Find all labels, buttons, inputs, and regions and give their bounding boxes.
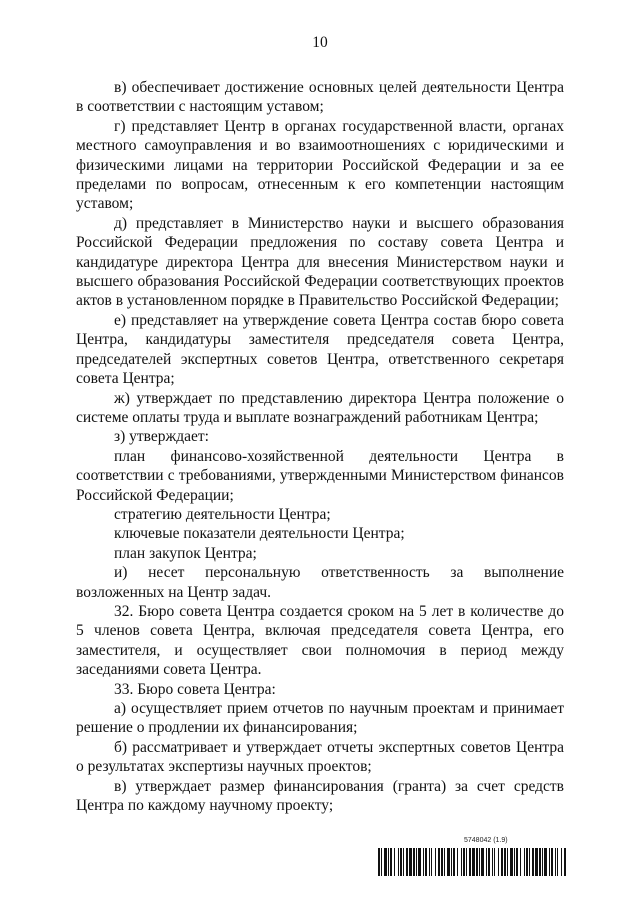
paragraph-item-b-expert-reports: б) рассматривает и утверждает отчеты экспертных советов Центра о результатах экспертизы научных проектов;	[76, 738, 564, 776]
paragraph-item-zh-payment-system: ж) утверждает по представлению директора Центра положение о системе оплаты труда и выплате вознаграждений работникам Центра;	[76, 389, 564, 426]
paragraph-item-v-goals: в) обеспечивает достижение основных целей деятельности Центра в соответствии с настоящим уставом;	[76, 79, 564, 116]
document-code: 5748042 (1.9)	[464, 837, 508, 844]
paragraph-item-i-responsibility: и) несет персональную ответственность за выполнение возложенных на Центр задач.	[76, 564, 564, 601]
paragraph-strategy: стратегию деятельности Центра;	[114, 505, 331, 523]
paragraph-section-32: 32. Бюро совета Центра создается сроком на 5 лет в количестве до 5 членов совета Центра, включая председателя совета Центра, его заместителя, и осуществляет свои полномочия в период между заседаниями совета Центра.	[76, 602, 564, 679]
paragraph-item-z-approves: з) утверждает:	[114, 428, 209, 446]
paragraph-item-g-representation: г) представляет Центр в органах государственной власти, органах местного самоуправления и во взаимоотношениях с юридическими и физическими лицами на территории Российской Федерации и за ее пределами по вопросам, отнесенным к его компетенции настоящим уставом;	[76, 117, 564, 213]
page-number: 10	[312, 34, 328, 51]
paragraph-section-33: 33. Бюро совета Центра:	[114, 680, 276, 698]
document-body	[76, 78, 564, 815]
barcode-icon	[378, 848, 566, 876]
paragraph-financial-plan: план финансово-хозяйственной деятельности Центра в соответствии с требованиями, утвержденными Министерством финансов Российской Федерации;	[76, 447, 564, 504]
paragraph-item-d-proposals: д) представляет в Министерство науки и высшего образования Российской Федерации предложения по составу совета Центра и кандидатуре директора Центра для внесения Министерством науки и высшего образования Российской Федерации соответствующих проектов актов в установленном порядке в Правительство Российской Федерации;	[76, 214, 564, 310]
paragraph-item-a-reports: а) осуществляет прием отчетов по научным проектам и принимает решение о продлении их финансирования;	[76, 700, 564, 737]
paragraph-item-v-grant-funding: в) утверждает размер финансирования (гранта) за счет средств Центра по каждому научному проекту;	[76, 777, 564, 815]
paragraph-procurement-plan: план закупок Центра;	[114, 544, 257, 562]
paragraph-item-e-bureau-composition: е) представляет на утверждение совета Центра состав бюро совета Центра, кандидатуры заместителя председателя совета Центра, председателей экспертных советов Центра, ответственного секретаря совета Центра;	[76, 311, 564, 388]
paragraph-key-indicators: ключевые показатели деятельности Центра;	[114, 525, 405, 543]
